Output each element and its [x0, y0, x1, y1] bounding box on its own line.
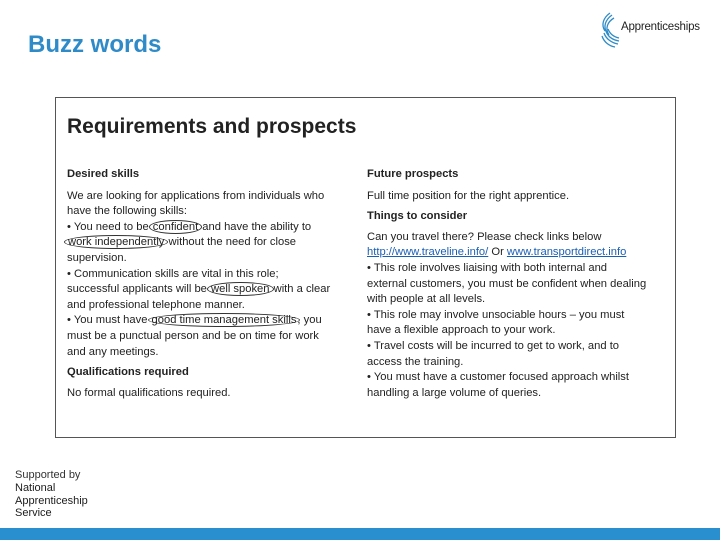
- text-line: handling a large volume of queries.: [367, 386, 542, 399]
- text-line: and professional telephone manner.: [67, 298, 245, 311]
- traveline-link[interactable]: http://www.traveline.info/: [367, 246, 489, 259]
- right-column: [367, 167, 667, 401]
- support-line: Service: [15, 507, 52, 520]
- circled-work-independently: work independently: [64, 235, 168, 249]
- circled-confident: confident: [149, 220, 202, 234]
- bullet-time-management: • You must have good time management skills, you: [67, 314, 322, 327]
- future-prospects-text: Full time position for the right apprentice.: [367, 189, 570, 202]
- future-prospects-heading: Future prospects: [367, 168, 459, 180]
- slide-title: Buzz words: [28, 31, 162, 58]
- text-line: • This role involves liaising with both internal and: [367, 261, 608, 274]
- text-line: We are looking for applications from individuals who: [67, 189, 325, 202]
- travel-links: http://www.traveline.info/ Or www.transportdirect.info: [367, 246, 627, 259]
- text-line: with people at all levels.: [367, 293, 486, 306]
- text-line: must be a punctual person and be on time for work: [67, 329, 319, 342]
- support-line: Apprenticeship: [15, 494, 88, 507]
- footer-bar: [0, 528, 720, 540]
- text-line: • You must have a customer focused approach whilst: [367, 371, 629, 384]
- text-line: • Travel costs will be incurred to get to work, and to: [367, 339, 620, 352]
- qualifications-heading: Qualifications required: [67, 366, 189, 379]
- support-line: National: [15, 481, 56, 494]
- qualifications-text: No formal qualifications required.: [67, 386, 231, 399]
- apprenticeships-logo: [598, 10, 716, 50]
- supported-by-logo: [15, 469, 88, 520]
- job-description-image: [55, 97, 676, 438]
- text-line: access the training.: [367, 355, 464, 368]
- bullet-communication: • Communication skills are vital in this role;: [67, 267, 279, 280]
- text-line: have the following skills:: [67, 205, 188, 218]
- supported-by-label: Supported by: [15, 469, 81, 481]
- text-line: and any meetings.: [67, 345, 159, 358]
- text-line: have a flexible approach to your work.: [367, 324, 556, 337]
- bullet-confident: • You need to be confident and have the ability to: [67, 220, 312, 233]
- text-line: successful applicants will be well spoken with a clear: [67, 283, 331, 296]
- document-title: Requirements and prospects: [67, 115, 357, 138]
- circled-time-management: good time management skills: [148, 313, 301, 327]
- text-line: supervision.: [67, 251, 127, 264]
- text-line: work independently without the need for close: [67, 235, 362, 251]
- left-column: [67, 167, 362, 401]
- text-line: • This role may involve unsociable hours – you must: [367, 308, 625, 321]
- transportdirect-link[interactable]: www.transportdirect.info: [506, 246, 627, 259]
- things-to-consider-heading: Things to consider: [367, 210, 468, 223]
- brand-name: Apprenticeships: [621, 21, 700, 33]
- circled-well-spoken: well spoken: [207, 282, 273, 296]
- desired-skills-heading: Desired skills: [67, 168, 140, 180]
- text-line: external customers, you must be confident when dealing: [367, 277, 647, 290]
- swirl-logo-icon: [598, 10, 622, 50]
- travel-check-text: Can you travel there? Please check links below: [367, 230, 602, 243]
